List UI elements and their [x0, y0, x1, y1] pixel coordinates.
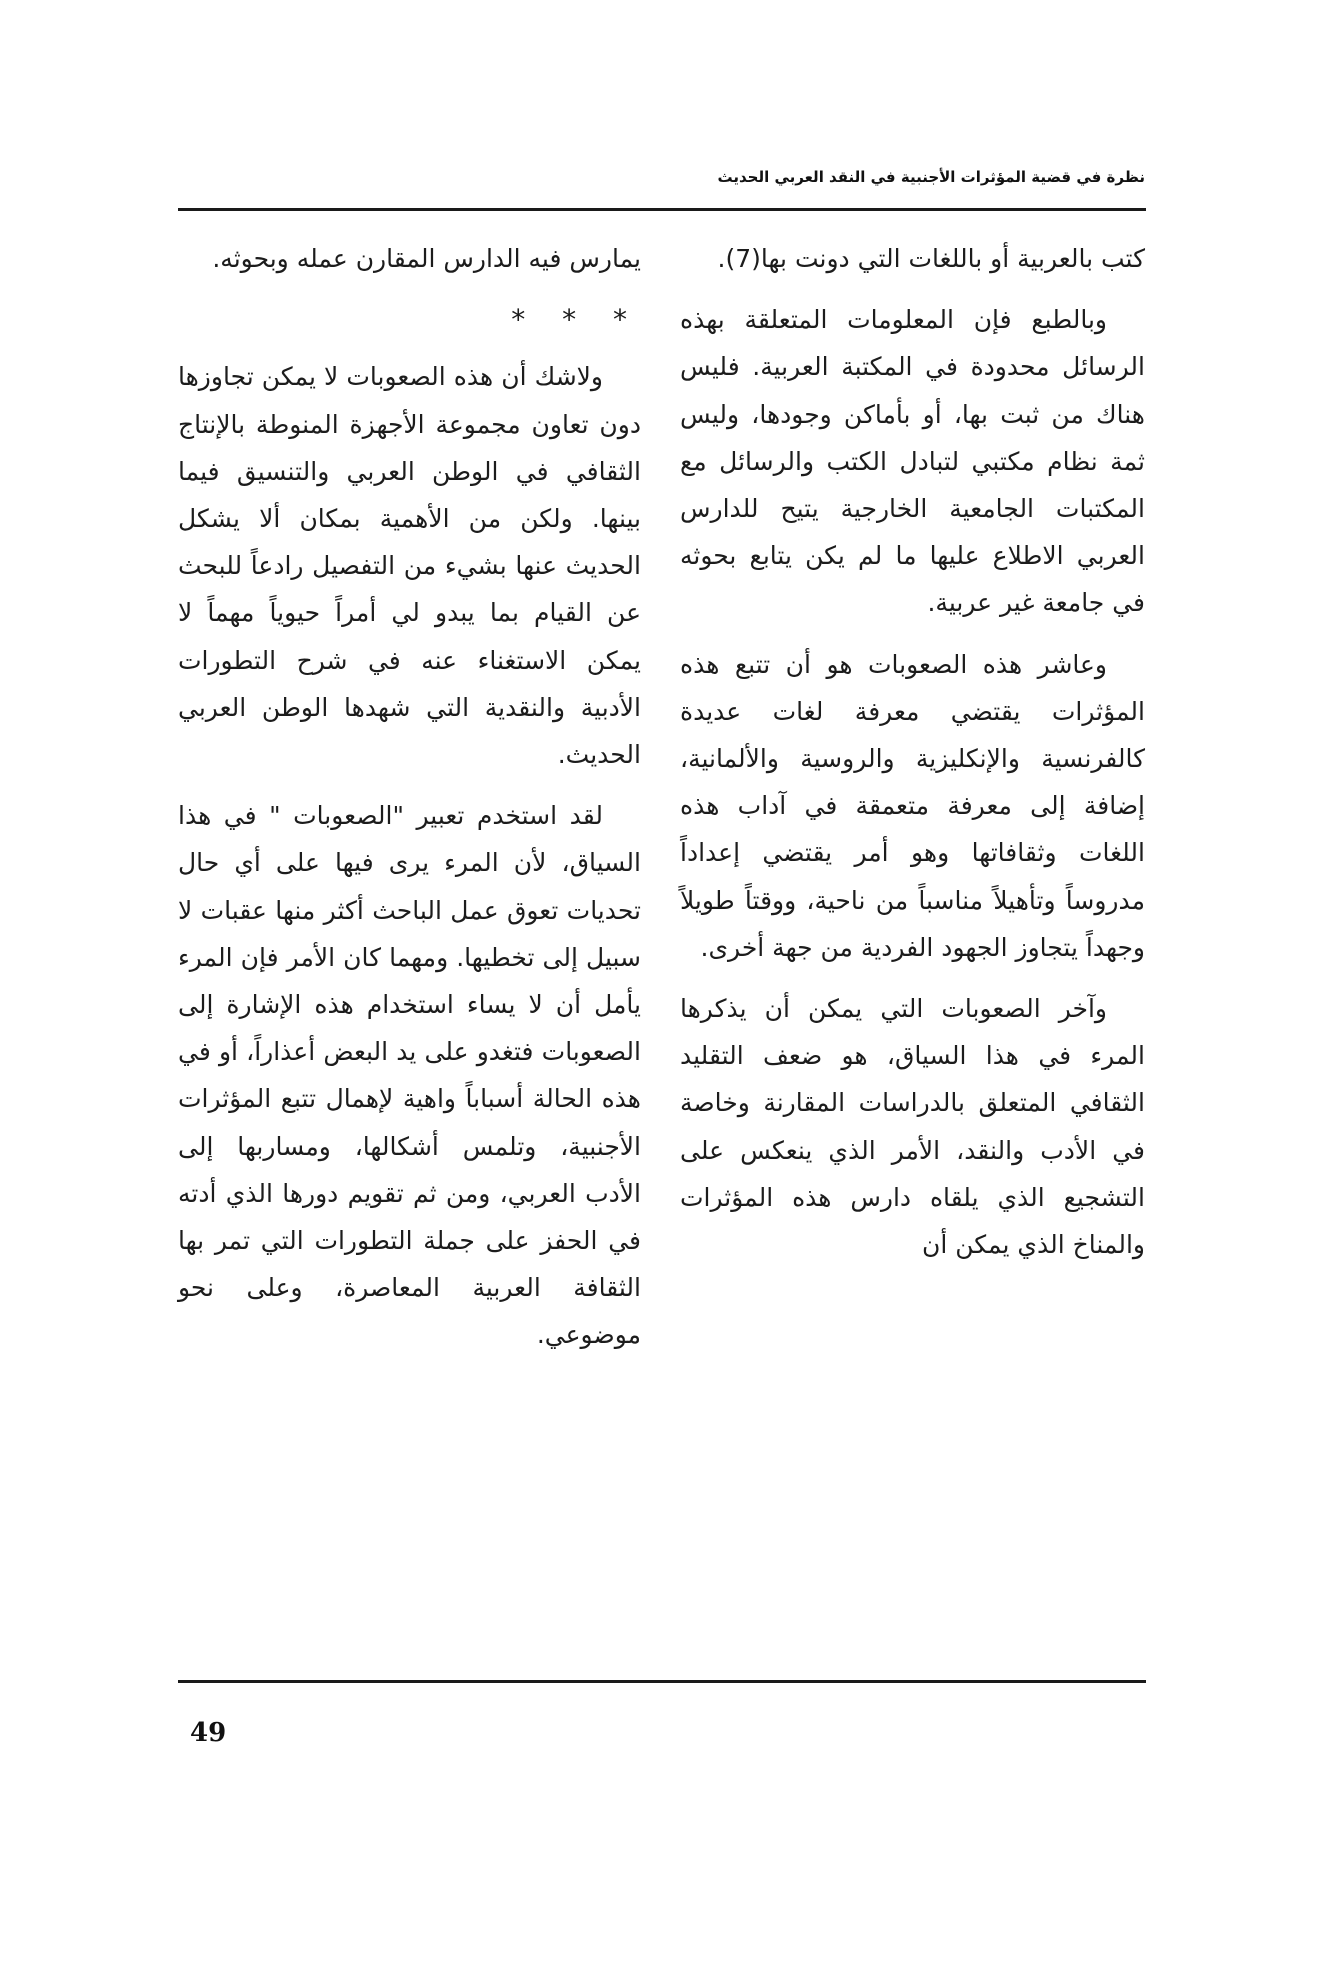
footer-rule: [178, 1680, 1146, 1683]
left-paragraph-2: لقد استخدم تعبير "الصعوبات " في هذا السياق، لأن المرء يرى فيها على أي حال تحديات تعوق عمل الباحث أكثر منها عقبات لا سبيل إلى تخطيها. ومهما كان الأمر فإن المرء يأمل أن لا يساء استخدام هذه الإشارة إلى الصعوبات فتغدو على يد البعض أعذاراً، أو في هذه الحالة أسباباً واهية لإهمال تتبع المؤثرات الأجنبية، وتلمس أشكالها، ومساربها إلى الأدب العربي، ومن ثم تقويم دورها الذي أدته في الحفز على جملة التطورات التي تمر بها الثقافة العربية المعاصرة، وعلى نحو موضوعي.: [178, 801, 641, 1350]
left-continuation-paragraph: يمارس فيه الدارس المقارن عمله وبحوثه.: [212, 244, 641, 273]
right-paragraph-2: وبالطبع فإن المعلومات المتعلقة بهذه الرسائل محدودة في المكتبة العربية. فليس هناك من ثبت بها، أو بأماكن وجودها، وليس ثمة نظام مكتبي لتبادل الكتب والرسائل مع المكتبات الجامعية الخارجية يتيح للدارس العربي الاطلاع عليها ما لم يكن يتابع بحوثه في جامعة غير عربية.: [680, 305, 1145, 618]
right-paragraph-1: كتب بالعربية أو باللغات التي دونت بها(7).: [717, 244, 1145, 273]
right-paragraph-4: وآخر الصعوبات التي يمكن أن يذكرها المرء في هذا السياق، هو ضعف التقليد الثقافي المتعلق بالدراسات المقارنة وخاصة في الأدب والنقد، الأمر الذي ينعكس على التشجيع الذي يلقاه دارس هذه المؤثرات والمناخ الذي يمكن أن: [680, 994, 1145, 1260]
section-separator: * * *: [511, 303, 641, 337]
left-paragraph-1: ولاشك أن هذه الصعوبات لا يمكن تجاوزها دون تعاون مجموعة الأجهزة المنوطة بالإنتاج الثقافي في الوطن العربي والتنسيق فيما بينها. ولكن من الأهمية بمكان ألا يشكل الحديث عنها بشيء من التفصيل رادعاً للبحث عن القيام بما يبدو لي أمراً حيوياً مهماً لا يمكن الاستغناء عنه في شرح التطورات الأدبية والنقدية التي شهدها الوطن العربي الحديث.: [178, 362, 641, 770]
header-rule: [178, 208, 1146, 211]
running-header-title: نظرة في قضية المؤثرات الأجنبية في النقد العربي الحديث: [717, 168, 1145, 186]
left-column: [178, 235, 641, 1373]
right-column: [680, 235, 1145, 1282]
page-number: 49: [190, 1718, 227, 1748]
right-paragraph-3: وعاشر هذه الصعوبات هو أن تتبع هذه المؤثرات يقتضي معرفة لغات عديدة كالفرنسية والإنكليزية والروسية والألمانية، إضافة إلى معرفة متعمقة في آداب هذه اللغات وثقافاتها وهو أمر يقتضي إعداداً مدروساً وتأهيلاً مناسباً من ناحية، ووقتاً طويلاً وجهداً يتجاوز الجهود الفردية من جهة أخرى.: [680, 649, 1145, 962]
